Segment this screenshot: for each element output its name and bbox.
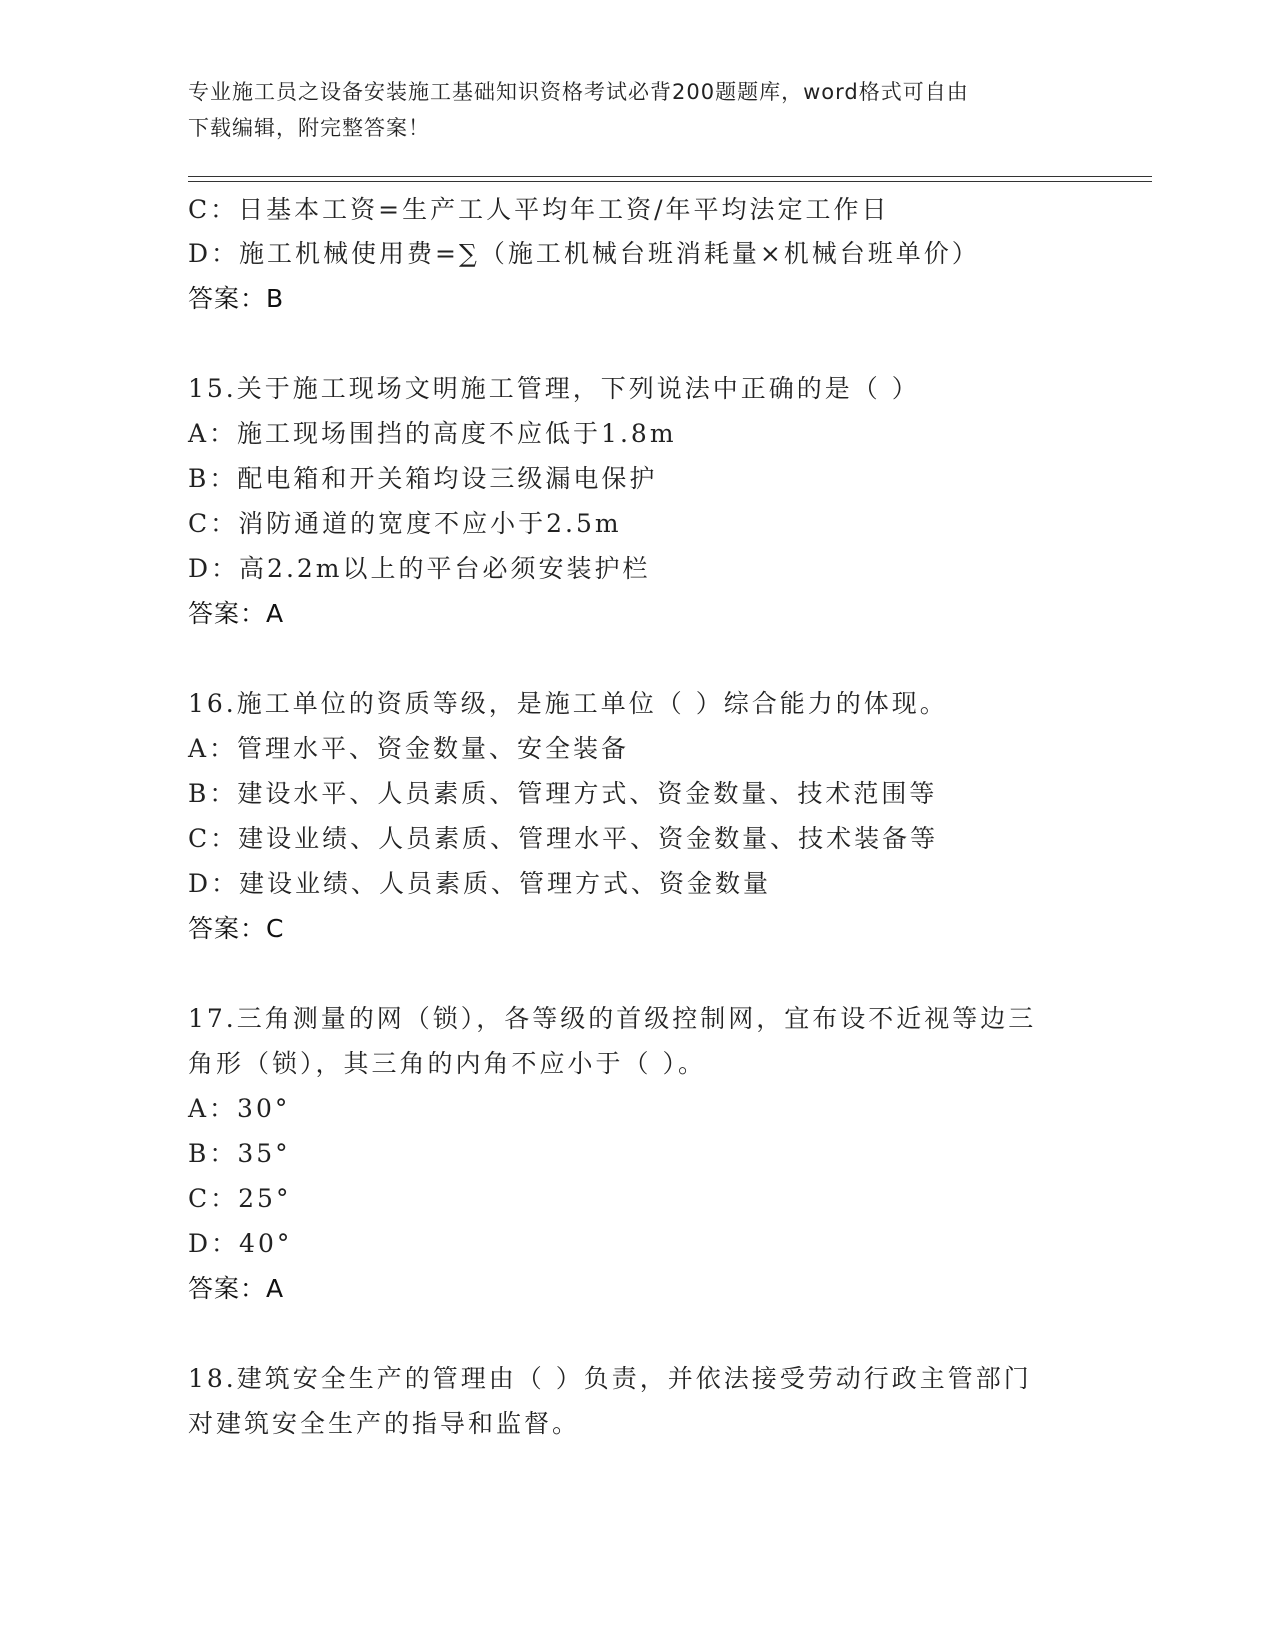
q18-question-line-1: 18.建筑安全生产的管理由（ ）负责，并依法接受劳动行政主管部门 — [188, 1364, 1032, 1393]
q15-option-c: C：消防通道的宽度不应小于2.5m — [188, 509, 622, 538]
q15-option-a: A：施工现场围挡的高度不应低于1.8m — [188, 419, 677, 448]
header-rule-top — [188, 176, 1152, 177]
header-rule-bottom — [188, 181, 1152, 182]
q17-answer: 答案：A — [188, 1274, 285, 1303]
q15-option-b: B：配电箱和开关箱均设三级漏电保护 — [188, 464, 658, 493]
q17-question-line-2: 角形（锁），其三角的内角不应小于（ ）。 — [188, 1049, 706, 1078]
q17-option-a: A：30° — [188, 1094, 291, 1123]
q16-option-a: A：管理水平、资金数量、安全装备 — [188, 734, 630, 763]
q15-answer: 答案：A — [188, 599, 285, 628]
q16-option-b: B：建设水平、人员素质、管理方式、资金数量、技术范围等 — [188, 779, 938, 808]
q14-answer: 答案：B — [188, 284, 285, 313]
q16-question: 16.施工单位的资质等级，是施工单位（ ）综合能力的体现。 — [188, 689, 948, 718]
q18-question-line-2: 对建筑安全生产的指导和监督。 — [188, 1409, 581, 1438]
q17-option-b: B：35° — [188, 1139, 291, 1168]
q17-option-d: D：40° — [188, 1229, 293, 1258]
q15-option-d: D：高2.2m以上的平台必须安装护栏 — [188, 554, 651, 583]
q14-option-d: D：施工机械使用费=∑（施工机械台班消耗量×机械台班单价） — [188, 239, 980, 268]
q17-question-line-1: 17.三角测量的网（锁），各等级的首级控制网，宜布设不近视等边三 — [188, 1004, 1037, 1033]
q16-option-c: C：建设业绩、人员素质、管理水平、资金数量、技术装备等 — [188, 824, 939, 853]
header-title-line-1: 专业施工员之设备安装施工基础知识资格考试必背200题题库，word格式可自由 — [188, 80, 969, 104]
q17-option-c: C：25° — [188, 1184, 292, 1213]
q15-question: 15.关于施工现场文明施工管理，下列说法中正确的是（ ） — [188, 374, 920, 403]
q14-option-c: C：日基本工资=生产工人平均年工资/年平均法定工作日 — [188, 195, 890, 224]
header-title-line-2: 下载编辑，附完整答案！ — [188, 116, 430, 140]
q16-answer: 答案：C — [188, 914, 285, 943]
q16-option-d: D：建设业绩、人员素质、管理方式、资金数量 — [188, 869, 772, 898]
document-header — [188, 74, 1078, 146]
